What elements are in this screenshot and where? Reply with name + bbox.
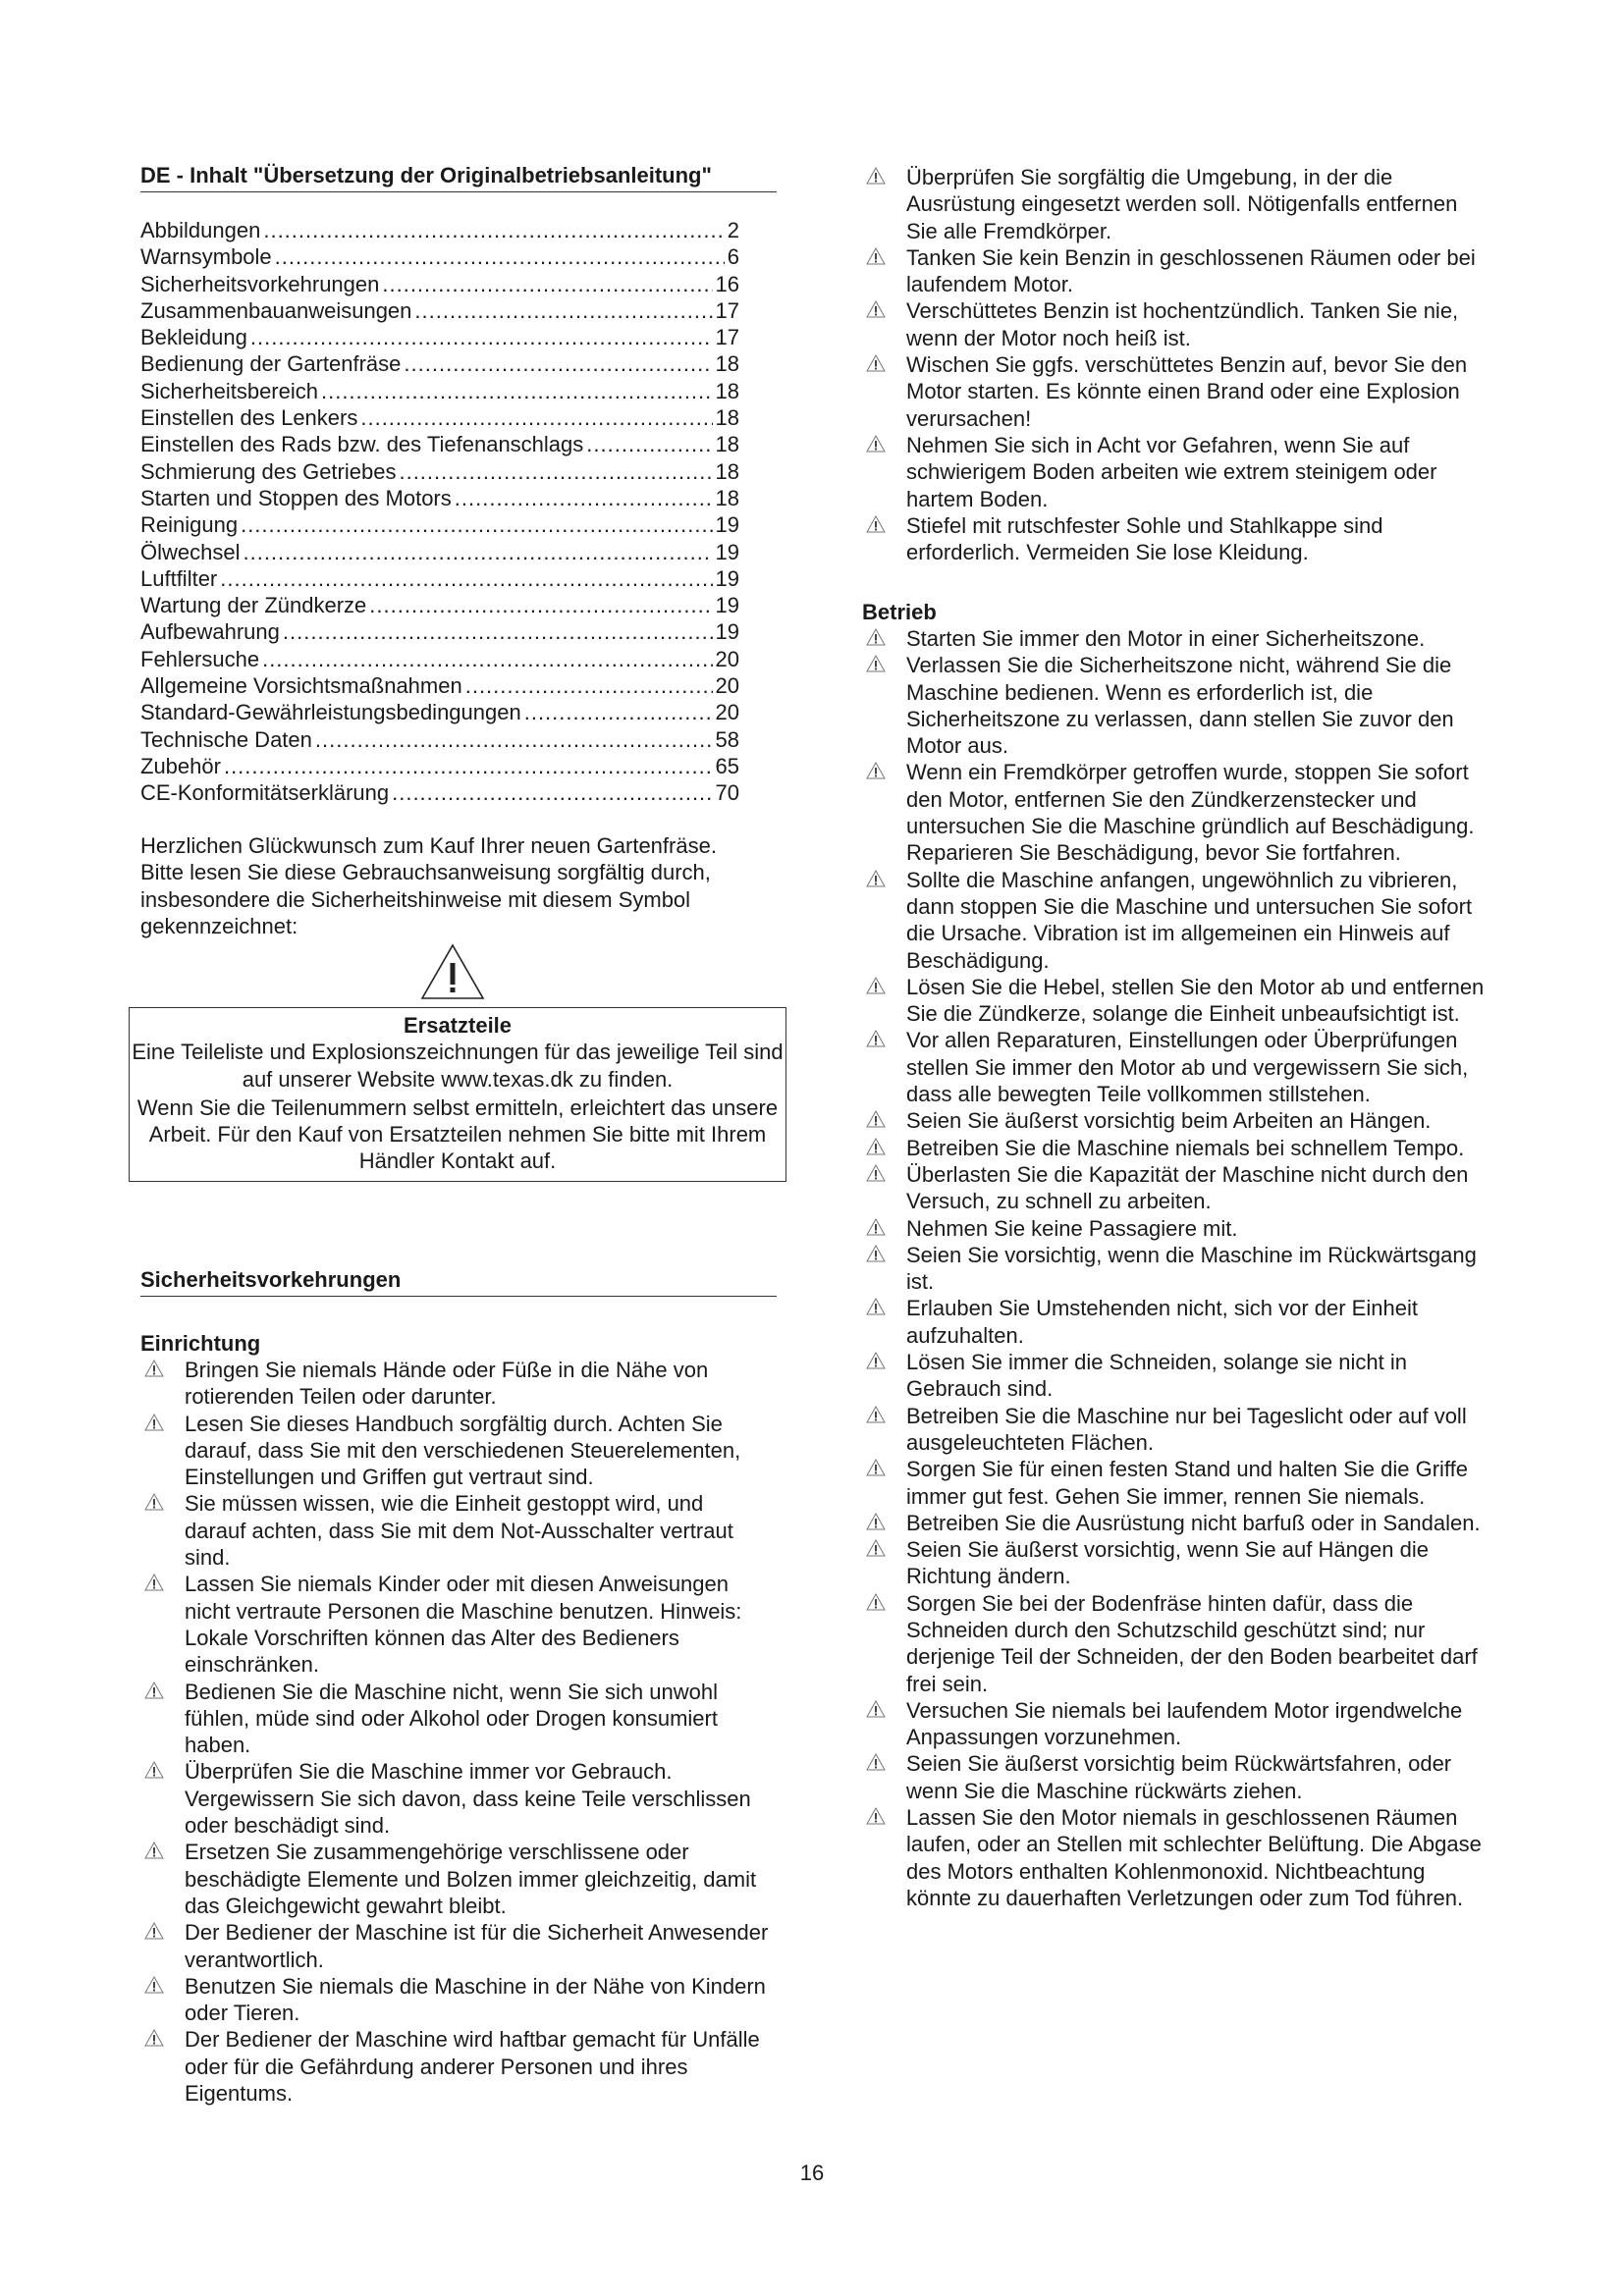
warning-text: Verschüttetes Benzin ist hochentzündlich. Tanken Sie nie, wenn der Motor noch heiß ist. bbox=[906, 298, 1459, 350]
warning-triangle-icon bbox=[144, 1493, 164, 1511]
warning-text: Betreiben Sie die Maschine nur bei Tageslicht oder auf voll ausgeleuchteten Flächen. bbox=[906, 1403, 1467, 1455]
toc-entry-page: 17 bbox=[715, 325, 739, 350]
toc-entry bbox=[140, 243, 739, 270]
toc-leader-dots bbox=[586, 431, 712, 457]
warning-text: Lösen Sie die Hebel, stellen Sie den Motor ab und entfernen Sie die Zündkerze, solange die Einheit unbeaufsichtigt ist. bbox=[906, 974, 1485, 1027]
warning-triangle-icon bbox=[866, 628, 886, 646]
warning-item bbox=[140, 1490, 769, 1571]
toc-entry-label: Bedienung der Gartenfräse bbox=[140, 351, 402, 377]
warning-triangle-icon bbox=[866, 167, 886, 185]
toc-entry bbox=[140, 726, 739, 753]
warning-item bbox=[140, 1679, 769, 1759]
warning-triangle-icon bbox=[144, 1414, 164, 1431]
toc-entry-label: Standard-Gewährleistungsbedingungen bbox=[140, 700, 521, 725]
toc-leader-dots bbox=[220, 565, 712, 592]
warning-item bbox=[862, 244, 1490, 298]
toc-entry-label: Einstellen des Rads bzw. des Tiefenanschlags bbox=[140, 432, 584, 457]
toc-entry-page: 19 bbox=[715, 593, 739, 618]
warning-item bbox=[140, 1839, 769, 1919]
warning-item bbox=[862, 1161, 1490, 1215]
warning-item bbox=[862, 1750, 1490, 1804]
toc-entry-page: 18 bbox=[715, 351, 739, 377]
toc-entry-page: 58 bbox=[715, 726, 739, 752]
warning-text: Starten Sie immer den Motor in einer Sicherheitszone. bbox=[906, 626, 1426, 651]
warning-item bbox=[862, 512, 1490, 566]
warning-item bbox=[862, 1456, 1490, 1510]
toc-entry bbox=[140, 618, 739, 645]
warning-item bbox=[862, 1027, 1490, 1107]
toc-entry-page: 6 bbox=[727, 244, 739, 270]
toc-entry bbox=[140, 217, 739, 243]
warning-item bbox=[862, 1349, 1490, 1403]
warning-text: Bedienen Sie die Maschine nicht, wenn Sie sich unwohl fühlen, müde sind oder Alkohol oder Drogen konsumiert haben. bbox=[185, 1679, 718, 1758]
warning-triangle-icon bbox=[866, 1753, 886, 1771]
setup-heading: Einrichtung bbox=[140, 1331, 261, 1356]
warning-triangle-icon bbox=[866, 1700, 886, 1718]
warning-item bbox=[862, 1804, 1490, 1911]
toc-entry bbox=[140, 297, 739, 324]
warning-item bbox=[862, 351, 1490, 432]
toc-entry-label: Abbildungen bbox=[140, 218, 261, 242]
toc-entry-page: 20 bbox=[715, 673, 739, 699]
page-number: 16 bbox=[799, 2161, 825, 2185]
warning-text: Nehmen Sie sich in Acht vor Gefahren, wenn Sie auf schwierigem Boden arbeiten wie extrem steinigem oder hartem Boden. bbox=[906, 432, 1437, 511]
warning-item bbox=[140, 2026, 769, 2107]
spare-parts-para: Wenn Sie die Teilenummern selbst ermitteln, erleichtert das unsere Arbeit. Für den Kauf von Ersatzteilen nehmen Sie bitte mit Ihrem Händler Kontakt auf. bbox=[136, 1095, 779, 1174]
toc-entry-label: Luftfilter bbox=[140, 565, 218, 591]
warning-triangle-icon bbox=[866, 435, 886, 453]
toc-entry-page: 19 bbox=[715, 512, 739, 538]
toc-entry bbox=[140, 699, 739, 725]
toc-entry-page: 70 bbox=[715, 780, 739, 806]
warning-triangle-icon bbox=[866, 1459, 886, 1476]
toc-entry-label: Zubehör bbox=[140, 753, 221, 778]
warning-triangle-icon bbox=[866, 354, 886, 372]
toc-leader-dots bbox=[243, 539, 712, 565]
toc-entry bbox=[140, 404, 739, 431]
toc-leader-dots bbox=[369, 592, 712, 618]
toc-entry bbox=[140, 753, 739, 779]
warning-text: Seien Sie vorsichtig, wenn die Maschine im Rückwärtsgang ist. bbox=[906, 1242, 1477, 1295]
warning-triangle-icon bbox=[866, 977, 886, 994]
intro-line: Bitte lesen Sie diese Gebrauchsanweisung sorgfältig durch, bbox=[140, 860, 711, 885]
warning-text: Sorgen Sie für einen festen Stand und halten Sie die Griffe immer gut fest. Gehen Sie immer, rennen Sie niemals. bbox=[906, 1457, 1468, 1509]
warning-text: Der Bediener der Maschine ist für die Sicherheit Anwesender verantwortlich. bbox=[185, 1920, 769, 1972]
warning-item bbox=[862, 432, 1490, 512]
toc-entry bbox=[140, 378, 739, 404]
warning-item bbox=[140, 1357, 769, 1411]
toc-leader-dots bbox=[275, 243, 725, 270]
toc-entry bbox=[140, 646, 739, 672]
warning-triangle-icon bbox=[866, 1513, 886, 1530]
warning-triangle-icon bbox=[866, 1352, 886, 1369]
warning-triangle-icon bbox=[866, 655, 886, 672]
warning-text: Sollte die Maschine anfangen, ungewöhnlich zu vibrieren, dann stoppen Sie die Maschine und untersuchen Sie sofort die Ursache. Vibration ist im allgemeinen ein Hinweis auf Beschädigung. bbox=[906, 867, 1473, 973]
toc-entry-page: 19 bbox=[715, 619, 739, 645]
warning-triangle-icon bbox=[144, 1682, 164, 1699]
toc-entry bbox=[140, 511, 739, 538]
warning-item bbox=[140, 1973, 769, 2027]
warning-triangle-icon bbox=[866, 1245, 886, 1262]
warning-triangle-icon bbox=[866, 1593, 886, 1611]
toc-leader-dots bbox=[321, 378, 713, 404]
warning-triangle-icon bbox=[866, 870, 886, 887]
warning-item bbox=[862, 1107, 1490, 1134]
toc-entry bbox=[140, 779, 739, 806]
toc-entry-page: 18 bbox=[715, 485, 739, 510]
warning-text: Lassen Sie den Motor niemals in geschlossenen Räumen laufen, oder an Stellen mit schlechter Belüftung. Die Abgase des Motors enthalten Kohlenmonoxid. Nichtbeachtung könnte zu dauerhaften Verletzungen oder zum Tod führen. bbox=[906, 1805, 1482, 1910]
toc-entry-label: Ölwechsel bbox=[140, 539, 241, 564]
toc-entry-label: Sicherheitsbereich bbox=[140, 378, 318, 403]
warning-text: Versuchen Sie niemals bei laufendem Motor irgendwelche Anpassungen vorzunehmen. bbox=[906, 1697, 1463, 1750]
setup-warning-list bbox=[140, 1357, 769, 2107]
warning-triangle-icon bbox=[144, 1842, 164, 1859]
warning-triangle-icon bbox=[866, 1807, 886, 1825]
warning-item bbox=[140, 1571, 769, 1678]
toc-entry-page: 18 bbox=[715, 378, 739, 403]
toc-entry-page: 18 bbox=[715, 405, 739, 431]
warning-text: Betreiben Sie die Ausrüstung nicht barfuß oder in Sandalen. bbox=[906, 1510, 1481, 1535]
toc-leader-dots bbox=[262, 646, 712, 672]
warning-triangle-icon bbox=[866, 1539, 886, 1557]
warning-item bbox=[862, 297, 1490, 351]
warning-text: Überprüfen Sie sorgfältig die Umgebung, in der die Ausrüstung eingesetzt werden soll. Nötigenfalls entfernen Sie alle Fremdkörper. bbox=[906, 165, 1458, 243]
warning-triangle-icon bbox=[866, 1138, 886, 1155]
intro-text bbox=[140, 832, 777, 939]
warning-triangle-icon bbox=[866, 515, 886, 533]
warning-text: Lösen Sie immer die Schneiden, solange sie nicht in Gebrauch sind. bbox=[906, 1350, 1407, 1402]
toc-entry-page: 17 bbox=[715, 297, 739, 323]
warning-text: Benutzen Sie niemals die Maschine in der Nähe von Kindern oder Tieren. bbox=[185, 1973, 766, 2026]
toc-entry bbox=[140, 539, 739, 565]
toc-entry-label: Aufbewahrung bbox=[140, 619, 280, 645]
warning-item bbox=[862, 164, 1490, 244]
warning-text: Verlassen Sie die Sicherheitszone nicht, während Sie die Maschine bedienen. Wenn es erforderlich ist, die Sicherheitszone zu verlassen, dann stellen Sie zuvor den Motor aus. bbox=[906, 653, 1454, 759]
toc-entry-label: Schmierung des Getriebes bbox=[140, 458, 397, 484]
toc-entry-label: Bekleidung bbox=[140, 325, 247, 350]
warning-text: Betreiben Sie die Maschine niemals bei schnellem Tempo. bbox=[906, 1135, 1465, 1160]
warning-item bbox=[862, 1697, 1490, 1751]
setup-warning-list-continued bbox=[862, 164, 1490, 565]
warning-text: Seien Sie äußerst vorsichtig beim Arbeiten an Hängen. bbox=[906, 1108, 1432, 1134]
intro-line: Herzlichen Glückwunsch zum Kauf Ihrer neuen Gartenfräse. bbox=[140, 833, 717, 858]
toc-entry-label: CE-Konformitätserklärung bbox=[140, 780, 390, 806]
toc-entry-label: Wartung der Zündkerze bbox=[140, 593, 367, 618]
toc-entry bbox=[140, 485, 739, 511]
warning-triangle-icon bbox=[866, 1030, 886, 1047]
warning-text: Überlasten Sie die Kapazität der Maschine nicht durch den Versuch, zu schnell zu arbeiten. bbox=[906, 1161, 1469, 1214]
warning-item bbox=[862, 1135, 1490, 1161]
toc-entry-label: Starten und Stoppen des Motors bbox=[140, 485, 452, 510]
warning-text: Lesen Sie dieses Handbuch sorgfältig durch. Achten Sie darauf, dass Sie mit den verschiedenen Steuerelementen, Einstellungen und Griffen gut vertraut sind. bbox=[185, 1411, 741, 1490]
warning-item bbox=[862, 1536, 1490, 1590]
warning-triangle-icon bbox=[144, 1360, 164, 1377]
toc-leader-dots bbox=[283, 618, 713, 645]
warning-text: Stiefel mit rutschfester Sohle und Stahlkappe sind erforderlich. Vermeiden Sie lose Kleidung. bbox=[906, 512, 1383, 565]
toc-leader-dots bbox=[263, 217, 724, 243]
toc-title: DE - Inhalt "Übersetzung der Originalbetriebsanleitung" bbox=[140, 162, 777, 192]
toc-entry bbox=[140, 565, 739, 592]
toc-entry-label: Warnsymbole bbox=[140, 244, 272, 270]
intro-line: insbesondere die Sicherheitshinweise mit diesem Symbol bbox=[140, 886, 691, 912]
table-of-contents bbox=[140, 217, 739, 807]
safety-heading: Sicherheitsvorkehrungen bbox=[140, 1266, 777, 1297]
warning-triangle-icon bbox=[144, 1922, 164, 1940]
toc-leader-dots bbox=[414, 297, 712, 324]
warning-triangle-icon bbox=[144, 1574, 164, 1591]
toc-entry bbox=[140, 592, 739, 618]
warning-triangle-icon bbox=[866, 300, 886, 318]
warning-item bbox=[862, 652, 1490, 759]
toc-leader-dots bbox=[465, 672, 713, 699]
toc-entry-page: 65 bbox=[715, 753, 739, 778]
warning-text: Überprüfen Sie die Maschine immer vor Gebrauch. Vergewissern Sie sich davon, dass keine Teile verschlissen oder beschädigt sind. bbox=[185, 1759, 751, 1839]
toc-leader-dots bbox=[524, 699, 713, 725]
toc-entry-page: 18 bbox=[715, 458, 739, 484]
operation-heading: Betrieb bbox=[862, 600, 937, 624]
warning-triangle-icon bbox=[419, 942, 486, 1001]
warning-triangle-icon bbox=[866, 1406, 886, 1423]
warning-item bbox=[862, 625, 1490, 652]
toc-leader-dots bbox=[250, 324, 713, 350]
toc-entry bbox=[140, 324, 739, 350]
toc-leader-dots bbox=[399, 458, 712, 485]
warning-item bbox=[862, 974, 1490, 1028]
toc-leader-dots bbox=[360, 404, 712, 431]
warning-triangle-icon bbox=[866, 1164, 886, 1182]
warning-text: Wenn ein Fremdkörper getroffen wurde, stoppen Sie sofort den Motor, entfernen Sie den Zündkerzenstecker und untersuchen Sie die Maschine gründlich auf Beschädigung. Reparieren Sie Beschädigung, bevor Sie fortfahren. bbox=[906, 760, 1475, 866]
intro-line: gekennzeichnet: bbox=[140, 913, 298, 938]
toc-entry-label: Sicherheitsvorkehrungen bbox=[140, 271, 380, 296]
warning-item bbox=[862, 1510, 1490, 1536]
toc-leader-dots bbox=[392, 779, 712, 806]
toc-leader-dots bbox=[455, 485, 713, 511]
warning-triangle-icon bbox=[144, 2029, 164, 2047]
toc-leader-dots bbox=[224, 753, 713, 779]
warning-text: Tanken Sie kein Benzin in geschlossenen Räumen oder bei laufendem Motor. bbox=[906, 244, 1476, 297]
warning-triangle-icon bbox=[866, 762, 886, 779]
warning-item bbox=[140, 1411, 769, 1491]
warning-triangle-icon bbox=[144, 1761, 164, 1779]
warning-item bbox=[862, 867, 1490, 974]
spare-parts-title: Ersatzteile bbox=[403, 1013, 513, 1038]
toc-leader-dots bbox=[382, 271, 712, 297]
toc-entry-page: 19 bbox=[715, 539, 739, 564]
toc-entry bbox=[140, 431, 739, 457]
toc-entry-label: Zusammenbauanweisungen bbox=[140, 297, 412, 323]
toc-entry-label: Fehlersuche bbox=[140, 646, 260, 671]
toc-entry-page: 20 bbox=[715, 646, 739, 671]
warning-triangle-icon bbox=[866, 1110, 886, 1128]
warning-triangle-icon bbox=[866, 247, 886, 265]
warning-text: Ersetzen Sie zusammengehörige verschlissene oder beschädigte Elemente und Bolzen immer gleichzeitig, damit das Gleichgewicht gewahrt bleibt. bbox=[185, 1840, 757, 1918]
warning-text: Nehmen Sie keine Passagiere mit. bbox=[906, 1215, 1238, 1241]
warning-text: Lassen Sie niemals Kinder oder mit diesen Anweisungen nicht vertraute Personen die Maschine benutzen. Hinweis: Lokale Vorschriften können das Alter des Bedieners einschränken. bbox=[185, 1572, 742, 1678]
toc-entry-label: Einstellen des Lenkers bbox=[140, 405, 358, 431]
toc-entry-page: 20 bbox=[715, 700, 739, 725]
warning-item bbox=[862, 1403, 1490, 1457]
toc-entry-page: 18 bbox=[715, 432, 739, 457]
warning-triangle-icon bbox=[144, 1976, 164, 1994]
warning-text: Seien Sie äußerst vorsichtig beim Rückwärtsfahren, oder wenn Sie die Maschine rückwärts ziehen. bbox=[906, 1751, 1452, 1803]
toc-leader-dots bbox=[404, 350, 712, 377]
spare-parts-para: Eine Teileliste und Explosionszeichnungen für das jeweilige Teil sind auf unserer Website www.texas.dk zu finden. bbox=[132, 1040, 784, 1092]
operation-warning-list bbox=[862, 625, 1490, 1911]
toc-entry bbox=[140, 672, 739, 699]
toc-entry-label: Technische Daten bbox=[140, 726, 312, 752]
warning-item bbox=[862, 1215, 1490, 1242]
warning-text: Sorgen Sie bei der Bodenfräse hinten dafür, dass die Schneiden durch den Schutzschild geschützt sind; nur derjenige Teil der Schneiden, der den Boden bearbeitet darf frei sein. bbox=[906, 1590, 1478, 1696]
warning-item bbox=[862, 1242, 1490, 1296]
warning-text: Vor allen Reparaturen, Einstellungen oder Überprüfungen stellen Sie immer den Motor ab und vergewissern Sie sich, dass alle bewegten Teile vollkommen stillstehen. bbox=[906, 1028, 1469, 1107]
toc-leader-dots bbox=[241, 511, 712, 538]
warning-item bbox=[862, 759, 1490, 866]
warning-item bbox=[862, 1590, 1490, 1697]
toc-entry bbox=[140, 271, 739, 297]
warning-text: Bringen Sie niemals Hände oder Füße in die Nähe von rotierenden Teilen oder darunter. bbox=[185, 1358, 709, 1410]
warning-text: Erlauben Sie Umstehenden nicht, sich vor der Einheit aufzuhalten. bbox=[906, 1296, 1418, 1348]
spare-parts-box bbox=[129, 1007, 786, 1182]
warning-text: Sie müssen wissen, wie die Einheit gestoppt wird, und darauf achten, dass Sie mit dem Not-Ausschalter vertraut sind. bbox=[185, 1491, 733, 1571]
warning-item bbox=[862, 1295, 1490, 1349]
toc-entry-page: 16 bbox=[715, 271, 739, 296]
warning-text: Der Bediener der Maschine wird haftbar gemacht für Unfälle oder für die Gefährdung anderer Personen und ihres Eigentums. bbox=[185, 2027, 760, 2107]
toc-entry bbox=[140, 458, 739, 485]
warning-triangle-icon bbox=[866, 1218, 886, 1236]
toc-entry-page: 19 bbox=[715, 565, 739, 591]
warning-text: Wischen Sie ggfs. verschüttetes Benzin auf, bevor Sie den Motor starten. Es könnte einen Brand oder eine Explosion verursachen! bbox=[906, 352, 1468, 431]
toc-leader-dots bbox=[315, 726, 713, 753]
toc-entry-label: Allgemeine Vorsichtsmaßnahmen bbox=[140, 673, 462, 699]
toc-entry-page: 2 bbox=[727, 218, 739, 242]
toc-entry-label: Reinigung bbox=[140, 512, 239, 538]
warning-text: Seien Sie äußerst vorsichtig, wenn Sie auf Hängen die Richtung ändern. bbox=[906, 1537, 1429, 1589]
warning-item bbox=[140, 1758, 769, 1839]
toc-entry bbox=[140, 350, 739, 377]
warning-triangle-icon bbox=[866, 1298, 886, 1315]
warning-item bbox=[140, 1919, 769, 1973]
